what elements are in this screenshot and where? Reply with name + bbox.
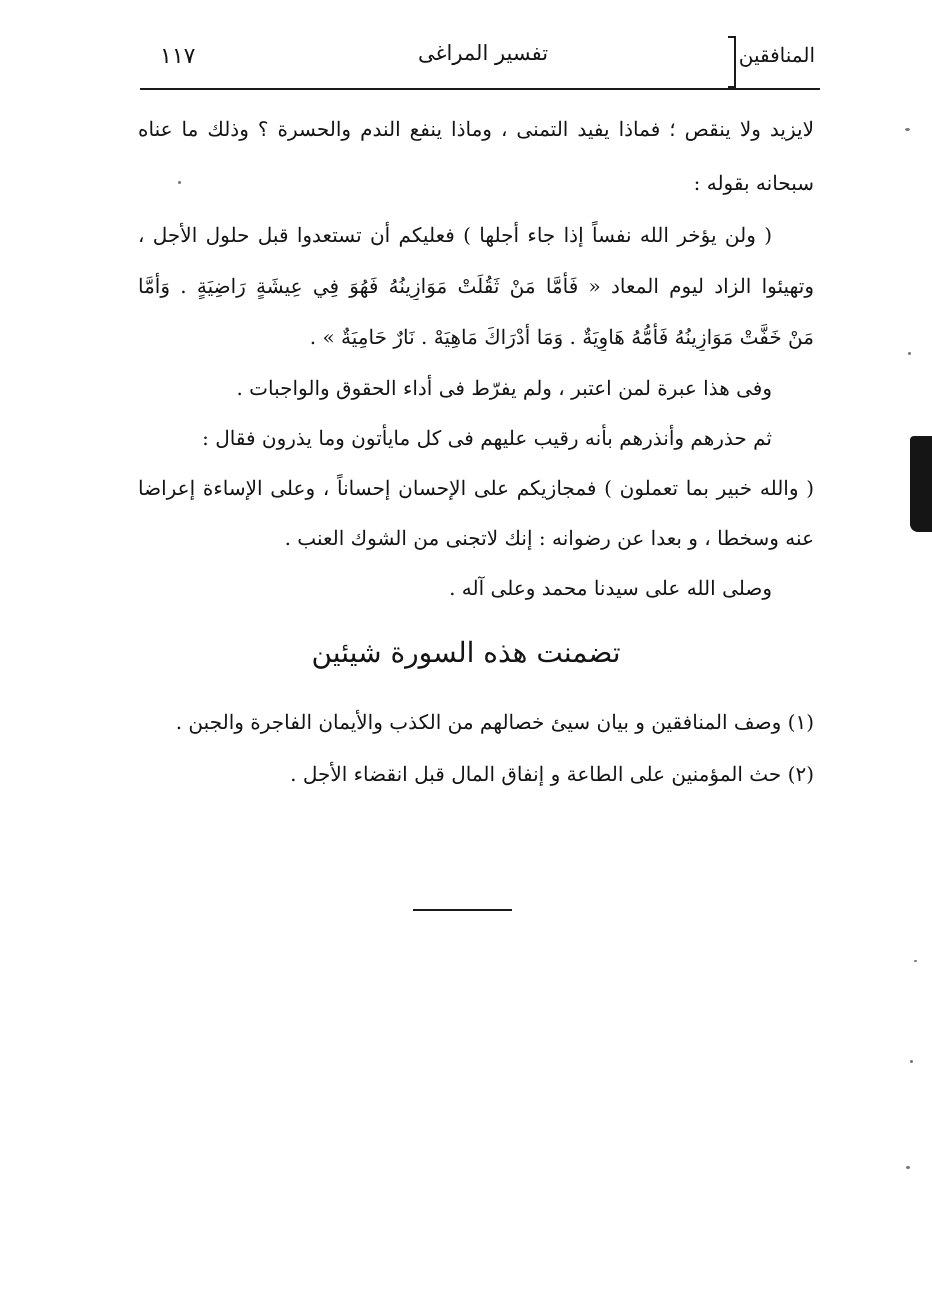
scan-speck (908, 352, 911, 355)
summary-item: (٢) حث المؤمنين على الطاعة و إنفاق المال قبل انقضاء الأجل . (290, 762, 814, 786)
scan-speck (906, 1166, 910, 1169)
scan-speck (910, 1060, 913, 1063)
scan-speck (178, 181, 181, 184)
body-line: ( والله خبير بما تعملون ) فمجازيكم على الإحسان إحساناً ، وعلى الإساءة إعراضا (138, 476, 814, 500)
page-number: ١١٧ (160, 44, 196, 69)
header-rule (140, 88, 820, 90)
running-head-surah-name: المنافقين (738, 43, 815, 67)
scan-edge-shadow (910, 436, 932, 532)
scan-speck (905, 128, 910, 131)
body-line: عنه وسخطا ، و بعدا عن رضوانه : إنك لاتجنى من الشوك العنب . (284, 526, 814, 550)
section-heading: تضمنت هذه السورة شيئين (311, 636, 621, 669)
end-rule (413, 909, 512, 911)
scan-speck (914, 960, 917, 962)
body-line: مَنْ خَفَّتْ مَوَازِينُهُ فَأُمُّهُ هَاوِيَةٌ . وَمَا أَدْرَاكَ مَاهِيَهْ . نَارٌ حَامِيَةٌ » . (309, 325, 814, 349)
body-line: وصلى الله على سيدنا محمد وعلى آله . (449, 576, 772, 600)
body-line: لايزيد ولا ينقص ؛ فماذا يفيد التمنى ، وماذا ينفع الندم والحسرة ؟ وذلك ما عناه (138, 117, 814, 141)
body-line: وفى هذا عبرة لمن اعتبر ، ولم يفرّط فى أداء الحقوق والواجبات . (236, 376, 772, 400)
header-bracket (728, 36, 736, 88)
body-line: سبحانه بقوله : (693, 171, 814, 195)
running-head-book-title: تفسير المراغى (418, 41, 549, 65)
body-line: ( ولن يؤخر الله نفساً إذا جاء أجلها ) فعليكم أن تستعدوا قبل حلول الأجل ، (138, 223, 772, 247)
summary-item: (١) وصف المنافقين و بيان سيئ خصالهم من الكذب والأيمان الفاجرة والجبن . (175, 710, 814, 734)
body-line: وتهيئوا الزاد ليوم المعاد « فَأَمَّا مَنْ ثَقُلَتْ مَوَازِينُهُ فَهُوَ فِي عِيشَةٍ رَاضِيَةٍ . وَأَمَّا (138, 274, 814, 298)
body-line: ثم حذرهم وأنذرهم بأنه رقيب عليهم فى كل مايأتون وما يذرون فقال : (202, 426, 772, 450)
